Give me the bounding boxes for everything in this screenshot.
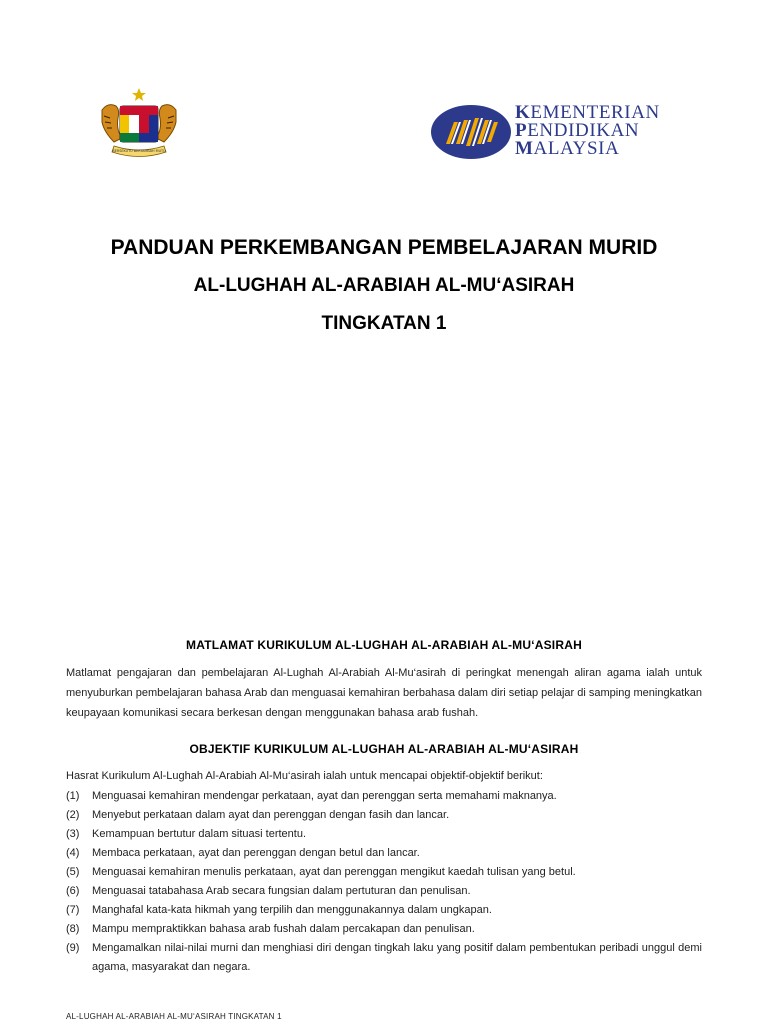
form-level-title: TINGKATAN 1 xyxy=(321,313,447,334)
item-number: (3) xyxy=(66,828,80,840)
document-title: PANDUAN PERKEMBANGAN PEMBELAJARAN MURID xyxy=(110,236,658,259)
ministry-emblem-logo xyxy=(430,104,512,160)
list-item xyxy=(66,939,702,977)
item-number: (1) xyxy=(66,790,80,802)
item-number: (9) xyxy=(66,942,80,954)
list-item xyxy=(66,787,702,806)
page-footer: AL-LUGHAH AL-ARABIAH AL-MU‘ASIRAH TINGKATAN 1 xyxy=(66,1012,282,1021)
coat-of-arms-logo xyxy=(96,88,182,160)
item-text: Kemampuan bertutur dalam situasi tertentu. xyxy=(92,828,307,840)
item-number: (8) xyxy=(66,923,80,935)
ministry-name xyxy=(515,104,660,158)
item-text: Mampu mempraktikkan bahasa arab fushah dalam percakapan dan penulisan. xyxy=(92,923,475,935)
aim-heading: MATLAMAT KURIKULUM AL-LUGHAH AL-ARABIAH AL-MU‘ASIRAH xyxy=(186,638,582,652)
item-number: (7) xyxy=(66,904,80,916)
ministry-line-2: PENDIDIKAN xyxy=(515,120,640,141)
item-text: Menyebut perkataan dalam ayat dan perenggan dengan fasih dan lancar. xyxy=(92,809,450,821)
aim-line: Matlamat pengajaran dan pembelajaran Al-Lughah Al-Arabiah Al-Mu‘asirah di peringkat menengah aliran agama ialah untuk xyxy=(66,667,702,679)
list-item xyxy=(66,920,702,939)
ministry-line-1: KEMENTERIAN xyxy=(515,102,660,123)
item-number: (5) xyxy=(66,866,80,878)
aim-paragraph xyxy=(66,663,702,723)
item-text: Mengamalkan nilai-nilai murni dan menghiasi diri dengan tingkah laku yang positif dalam pembentukan peribadi unggul demi agama, masyarakat dan negara. xyxy=(92,942,702,973)
list-item xyxy=(66,844,702,863)
aim-line: menyuburkan pembelajaran bahasa Arab dan menguasai kemahiran berbahasa dalam diri setiap pelajar di samping meningkatkan xyxy=(66,687,702,699)
item-number: (2) xyxy=(66,809,80,821)
item-text: Menguasai kemahiran mendengar perkataan, ayat dan perenggan serta memahami maknanya. xyxy=(92,790,557,802)
objectives-heading: OBJEKTIF KURIKULUM AL-LUGHAH AL-ARABIAH AL-MU‘ASIRAH xyxy=(189,742,579,756)
item-text: Menguasai kemahiran menulis perkataan, ayat dan perenggan mengikut kaedah tulisan yang betul. xyxy=(92,866,576,878)
coat-motto: BERSEKUTU BERTAMBAH MUTU xyxy=(112,149,166,153)
item-text: Membaca perkataan, ayat dan perenggan dengan betul dan lancar. xyxy=(92,847,420,859)
list-item xyxy=(66,825,702,844)
list-item xyxy=(66,863,702,882)
list-item xyxy=(66,882,702,901)
ministry-line-3: MALAYSIA xyxy=(515,138,620,159)
list-item xyxy=(66,901,702,920)
item-number: (4) xyxy=(66,847,80,859)
item-text: Menguasai tatabahasa Arab secara fungsian dalam pertuturan dan penulisan. xyxy=(92,885,471,897)
subject-title: AL-LUGHAH AL-ARABIAH AL-MU‘ASIRAH xyxy=(193,275,575,296)
objectives-list xyxy=(66,787,702,977)
item-text: Manghafal kata-kata hikmah yang terpilih dan menggunakannya dalam ungkapan. xyxy=(92,904,492,916)
item-number: (6) xyxy=(66,885,80,897)
aim-line: keupayaan komunikasi secara berkesan dengan menggunakan bahasa arab fushah. xyxy=(66,707,479,719)
objectives-intro: Hasrat Kurikulum Al-Lughah Al-Arabiah Al-Mu‘asirah ialah untuk mencapai objektif-objektif berikut: xyxy=(66,770,543,782)
list-item xyxy=(66,806,702,825)
